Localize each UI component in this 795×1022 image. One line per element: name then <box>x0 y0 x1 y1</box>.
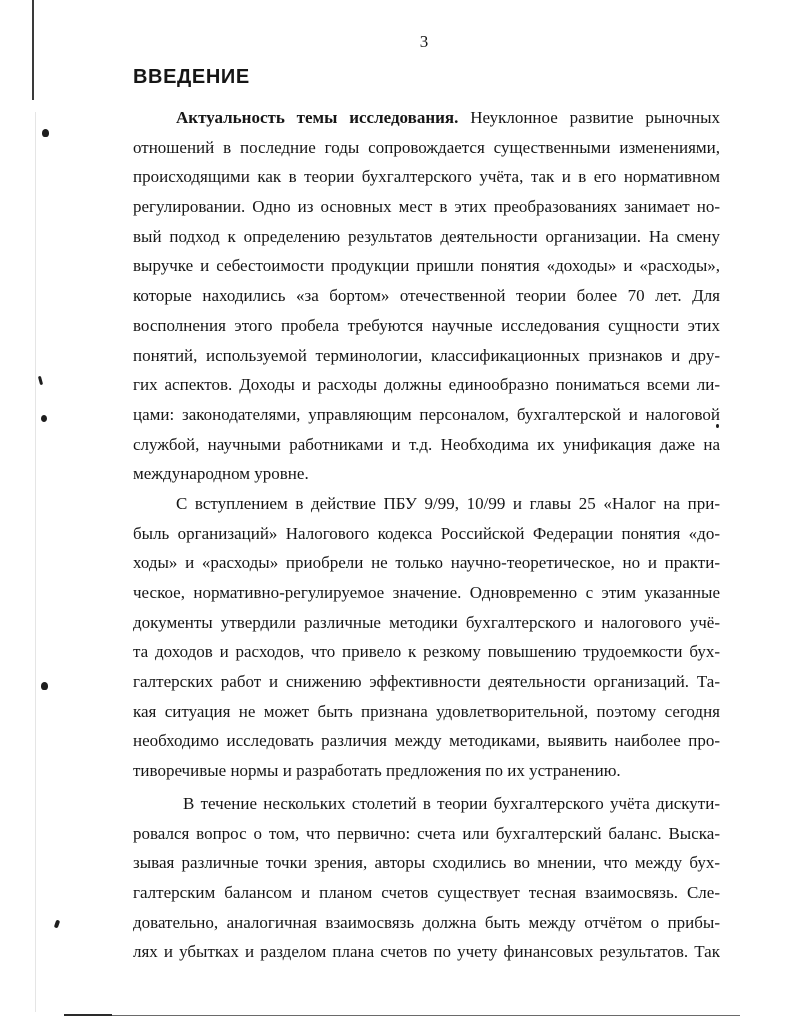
scan-speck <box>41 415 47 422</box>
paragraph-relevance <box>133 103 720 489</box>
text-line: кая ситуация не может быть признана удовлетворительной, поэтому сегодня <box>133 701 720 721</box>
text-line: ровался вопрос о том, что первично: счета или бухгалтерский баланс. Выска- <box>133 823 720 843</box>
text-line: регулировании. Одно из основных мест в этих преобразованиях занимает но- <box>133 197 720 217</box>
scan-bottom-line <box>64 1015 740 1016</box>
text-line: галтерских работ и снижению эффективности деятельности организаций. Та- <box>133 672 720 692</box>
text-line: ходы» и «расходы» приобрели не только научно-теоретическое, но и практи- <box>133 553 720 573</box>
text-line: зывая различные точки зрения, авторы сходились во мнении, что между бух- <box>133 853 720 873</box>
text-line: галтерским балансом и планом счетов существует тесная взаимосвязь. Сле- <box>133 882 720 902</box>
text-line: которые находились «за бортом» отечественной теории более 70 лет. Для <box>133 286 720 306</box>
text-line: С вступлением в действие ПБУ 9/99, 10/99 и главы 25 «Налог на при- <box>176 493 720 513</box>
section-heading: ВВЕДЕНИЕ <box>133 66 250 88</box>
scan-bottom-line-mark <box>64 1014 112 1016</box>
text-line: ческое, нормативно-регулируемое значение. Одновременно с этим указанные <box>133 583 720 602</box>
page-number: 3 <box>419 32 429 51</box>
lead-phrase: Актуальность темы исследования. <box>176 108 459 127</box>
line-text: Неуклонное развитие рыночных <box>470 108 720 127</box>
text-line: необходимо исследовать различия между методиками, выявить наиболее про- <box>133 731 720 751</box>
scan-margin-line <box>32 0 34 100</box>
text-line: отношений в последние годы сопровождается существенными изменениями, <box>133 137 720 157</box>
scan-margin-line-faint <box>35 112 36 1012</box>
text-line: происходящими как в теории бухгалтерского учёта, так и в его нормативном <box>133 167 720 187</box>
text-line: документы утвердили различные методики бухгалтерского и налогового учё- <box>133 612 720 632</box>
text-line: службой, научными работниками и т.д. Необходима их унификация даже на <box>133 434 720 454</box>
text-line: цами: законодателями, управляющим персоналом, бухгалтерской и налоговой <box>133 404 720 424</box>
text-line: международном уровне. <box>133 464 309 484</box>
text-line: та доходов и расходов, что привело к резкому повышению трудоемкости бух- <box>133 642 720 662</box>
text-line: восполнения этого пробела требуются научные исследования сущности этих <box>133 315 720 335</box>
text-line: В течение нескольких столетий в теории бухгалтерского учёта дискути- <box>183 793 720 813</box>
document-body <box>133 103 720 967</box>
text-line: довательно, аналогичная взаимосвязь должна быть между отчётом о прибы- <box>133 912 720 932</box>
paragraph-accounts <box>133 789 720 967</box>
text-line <box>133 103 720 133</box>
text-line: быль организаций» Налогового кодекса Российской Федерации понятия «до- <box>133 523 720 543</box>
scan-speck <box>38 376 43 385</box>
text-line: выручке и себестоимости продукции пришли понятия «доходы» и «расходы», <box>133 256 720 276</box>
paragraph-pbu <box>133 489 720 786</box>
text-line: лях и убытках и разделом плана счетов по учету финансовых результатов. Так <box>133 942 720 962</box>
text-line: гих аспектов. Доходы и расходы должны единообразно пониматься всеми ли- <box>133 375 720 395</box>
scan-speck <box>42 129 49 137</box>
scan-speck <box>54 920 60 929</box>
text-line: тиворечивые нормы и разработать предложения по их устранению. <box>133 761 621 781</box>
text-line: понятий, используемой терминологии, классификационных признаков и дру- <box>133 345 720 365</box>
scan-speck <box>41 682 48 690</box>
text-line: вый подход к определению результатов деятельности организации. На смену <box>133 226 720 246</box>
